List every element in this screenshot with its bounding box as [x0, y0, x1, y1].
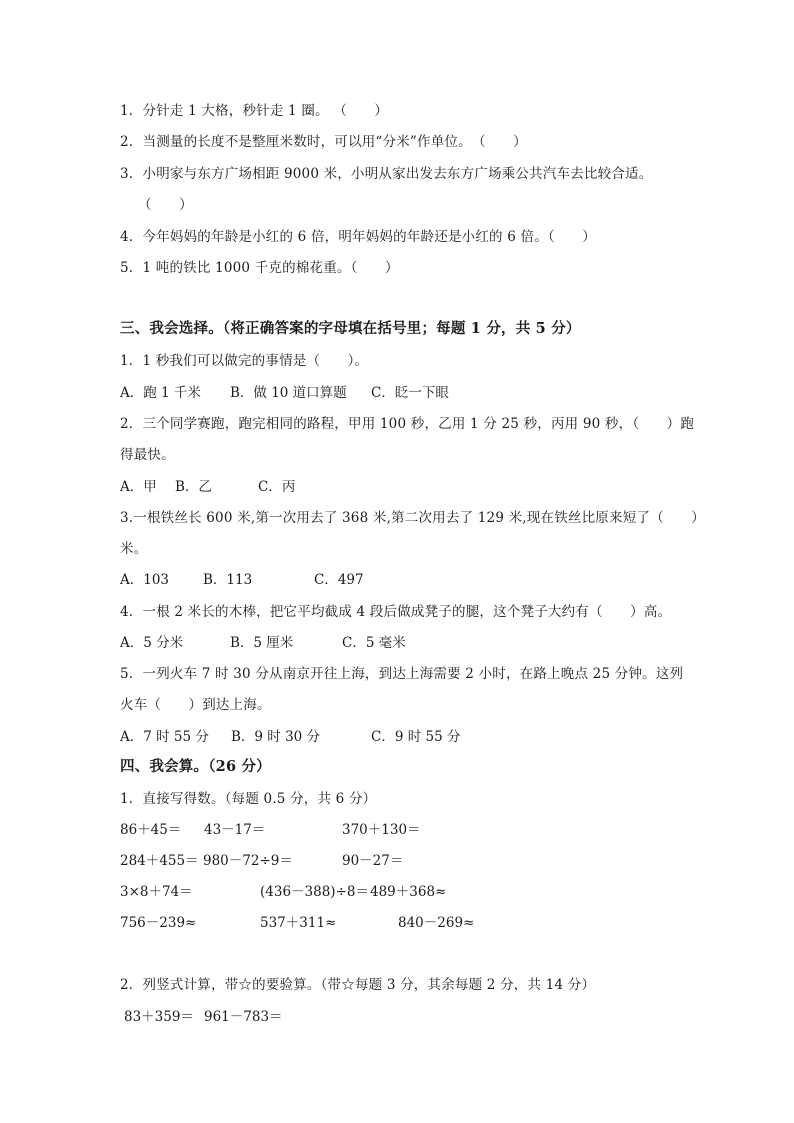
vertical-calc-2: 961－783＝ — [204, 1009, 283, 1025]
s3-q1-option-c: C．眨一下眼 — [371, 385, 449, 401]
s3-question-5-cont: 火车（ ）到达上海。 — [120, 697, 271, 713]
s3-q5-option-a: A．7 时 55 分 — [120, 729, 209, 745]
s3-question-4: 4．一根 2 米长的木棒，把它平均截成 4 段后做成凳子的腿，这个凳子大约有（ ）高。 — [120, 604, 672, 620]
vertical-calc-1: 83＋359＝ — [124, 1009, 194, 1025]
s3-q4-option-c: C．5 毫米 — [342, 635, 406, 651]
calc-r1-c1: 86＋45＝ — [120, 822, 182, 838]
judgement-item-3-bracket: （ ） — [138, 197, 193, 213]
s3-question-2: 2．三个同学赛跑，跑完相同的路程，甲用 100 秒，乙用 1 分 25 秒，丙用 90 秒，（ ）跑 — [120, 416, 695, 432]
calc-r1-c2: 43－17＝ — [204, 822, 266, 838]
section4-title: 四、我会算。（26 分） — [120, 758, 271, 775]
judgement-item-5: 5．1 吨的铁比 1000 千克的棉花重。（ ） — [120, 260, 399, 276]
s3-q5-option-b: B．9 时 30 分 — [231, 729, 321, 745]
s4-subtitle-1: 1．直接写得数。（每题 0.5 分，共 6 分） — [120, 791, 377, 807]
calc-r2-c1: 284＋455＝ — [120, 853, 199, 869]
judgement-item-1: 1．分针走 1 大格，秒针走 1 圈。 （ ） — [120, 103, 389, 119]
s3-question-3-cont: 米。 — [120, 541, 148, 557]
calc-r4-c3: 840－269≈ — [398, 915, 475, 931]
judgement-item-3: 3．小明家与东方广场相距 9000 米，小明从家出发去东方广场乘公共汽车去比较合适。 — [120, 166, 653, 182]
calc-r3-c3: 489＋368≈ — [370, 884, 447, 900]
s4-subtitle-2: 2．列竖式计算，带☆的要验算。（带☆每题 3 分，其余每题 2 分，共 14 分） — [120, 977, 596, 993]
s3-q2-option-c: C．丙 — [258, 479, 296, 495]
s3-q1-option-b: B．做 10 道口算题 — [230, 385, 347, 401]
s3-q3-option-b: B．113 — [203, 572, 253, 588]
calc-r2-c3: 90－27＝ — [342, 853, 404, 869]
s3-q1-option-a: A．跑 1 千米 — [120, 385, 201, 401]
s3-question-2-cont: 得最快。 — [120, 447, 175, 463]
judgement-item-4: 4．今年妈妈的年龄是小红的 6 倍，明年妈妈的年龄还是小红的 6 倍。（ ） — [120, 229, 596, 245]
calc-r4-c2: 537＋311≈ — [260, 915, 337, 931]
s3-q4-option-b: B．5 厘米 — [230, 635, 294, 651]
calc-r2-c2: 980－72÷9＝ — [203, 853, 293, 869]
s3-q3-option-a: A．103 — [120, 572, 170, 588]
s3-q2-option-b: B．乙 — [175, 479, 212, 495]
s3-question-5: 5．一列火车 7 时 30 分从南京开往上海，到达上海需要 2 小时，在路上晚点 25 分钟。这列 — [120, 666, 684, 682]
calc-r3-c2: (436－388)÷8＝ — [260, 884, 369, 900]
s3-question-1: 1．1 秒我们可以做完的事情是（ ）。 — [120, 353, 369, 369]
section3-title: 三、我会选择。（将正确答案的字母填在括号里；每题 1 分，共 5 分） — [120, 320, 581, 337]
s3-q4-option-a: A．5 分米 — [120, 635, 184, 651]
s3-q2-option-a: A．甲 — [120, 479, 157, 495]
calc-r3-c1: 3×8＋74＝ — [120, 884, 193, 900]
calc-r4-c1: 756－239≈ — [120, 915, 197, 931]
calc-r1-c3: 370＋130＝ — [342, 822, 421, 838]
s3-q5-option-c: C．9 时 55 分 — [371, 729, 461, 745]
judgement-item-2: 2．当测量的长度不是整厘米数时，可以用“分米”作单位。 （ ） — [120, 134, 527, 150]
s3-question-3: 3.一根铁丝长 600 米,第一次用去了 368 米,第二次用去了 129 米,现在铁丝比原来短了（ ） — [120, 510, 705, 526]
s3-q3-option-c: C．497 — [314, 572, 364, 588]
